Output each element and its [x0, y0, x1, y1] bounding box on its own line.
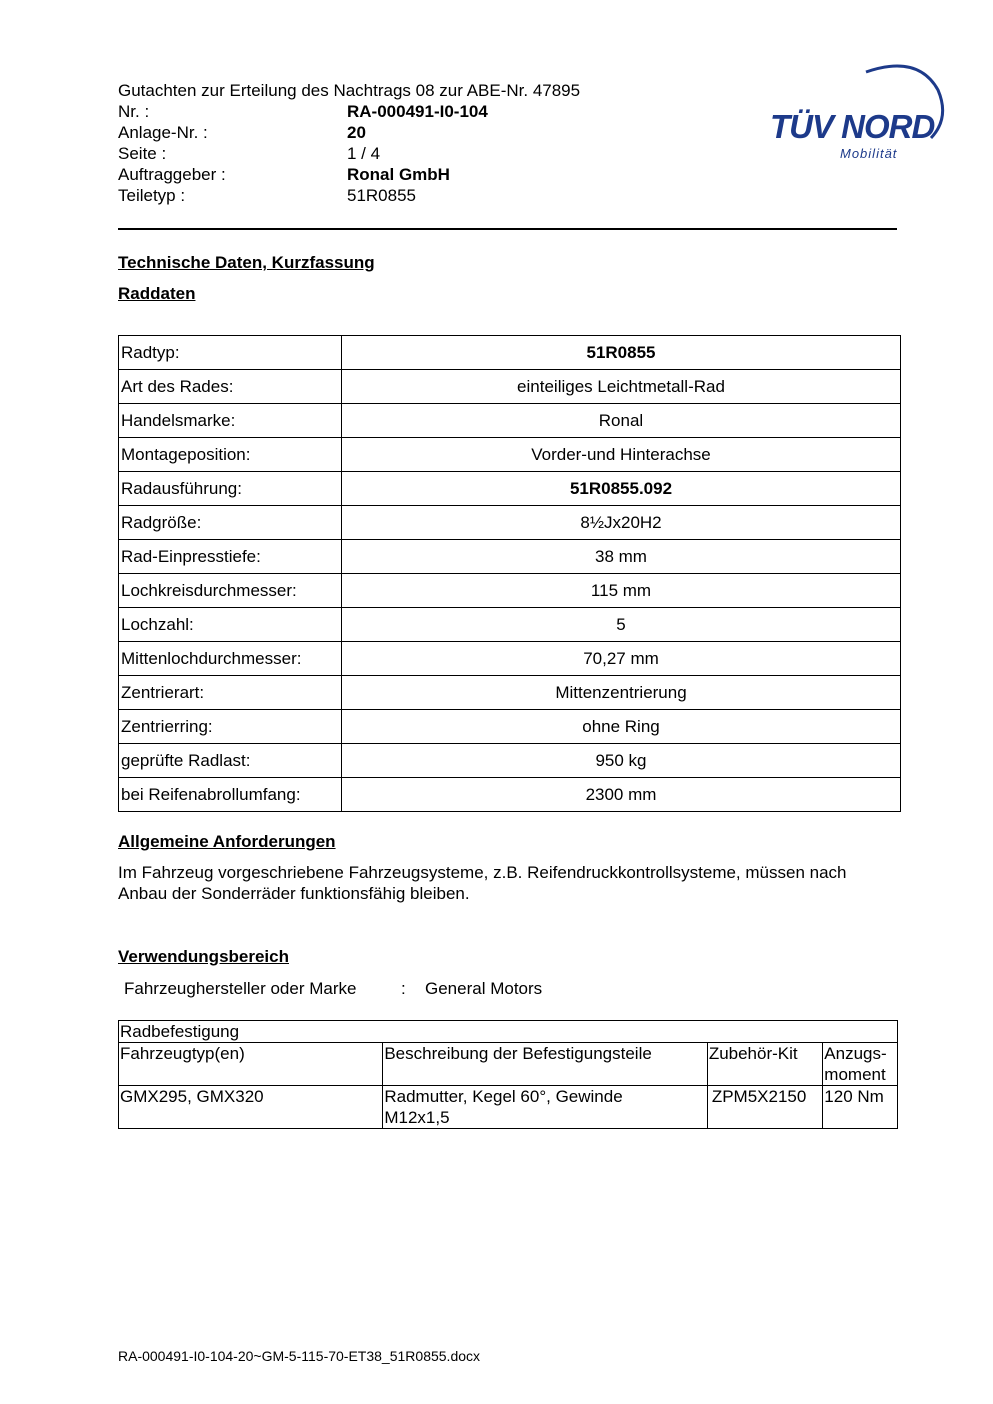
header-key: Seite :: [118, 144, 167, 163]
header-key: Anlage-Nr. :: [118, 123, 208, 142]
table-row: [119, 574, 901, 608]
row-value: 115 mm: [342, 574, 901, 608]
row-key: bei Reifenabrollumfang:: [119, 778, 342, 812]
column-header: Beschreibung der Befestigungsteile: [383, 1043, 707, 1086]
row-key: Art des Rades:: [119, 370, 342, 404]
wheel-data-table: [118, 335, 901, 812]
logo-subtitle: Mobilität: [840, 146, 898, 161]
torque-cell: 120 Nm: [823, 1086, 898, 1129]
row-value: einteiliges Leichtmetall-Rad: [342, 370, 901, 404]
header-key: Auftraggeber :: [118, 165, 226, 184]
fastening-description-cell: Radmutter, Kegel 60°, Gewinde M12x1,5: [383, 1086, 707, 1129]
header-key: Teiletyp :: [118, 186, 186, 205]
row-key: Lochkreisdurchmesser:: [119, 574, 342, 608]
table-row: [119, 710, 901, 744]
header-value: Ronal GmbH: [347, 165, 450, 184]
header-value: RA-000491-I0-104: [347, 102, 488, 121]
manufacturer-separator: :: [401, 979, 406, 998]
table-caption-row: [119, 1021, 898, 1043]
tech-data-heading: Technische Daten, Kurzfassung: [118, 253, 375, 272]
row-key: Lochzahl:: [119, 608, 342, 642]
row-key: Radtyp:: [119, 336, 342, 370]
manufacturer-line: [124, 978, 543, 999]
table-row: [119, 370, 901, 404]
tuv-nord-logo: [768, 60, 948, 170]
table-row: [119, 744, 901, 778]
column-header: Fahrzeugtyp(en): [119, 1043, 383, 1086]
table-row: [119, 336, 901, 370]
row-key: Zentrierring:: [119, 710, 342, 744]
usage-heading: Verwendungsbereich: [118, 947, 289, 966]
column-header: Zubehör-Kit: [707, 1043, 822, 1086]
header-key: Nr. :: [118, 102, 150, 121]
header-value: 1 / 4: [347, 144, 381, 163]
header-value: 51R0855: [347, 186, 417, 205]
row-value: 2300 mm: [342, 778, 901, 812]
logo-wordmark: TÜV NORD: [770, 108, 935, 145]
footer-filename: RA-000491-I0-104-20~GM-5-115-70-ET38_51R0855.docx: [118, 1348, 481, 1364]
fastening-table: [118, 1020, 898, 1129]
row-value: 51R0855.092: [342, 472, 901, 506]
header-value: 20: [347, 123, 366, 142]
table-row: [119, 438, 901, 472]
row-key: Mittenlochdurchmesser:: [119, 642, 342, 676]
requirements-heading: Allgemeine Anforderungen: [118, 832, 336, 851]
vehicle-types-cell: GMX295, GMX320: [119, 1086, 383, 1129]
table-row: [119, 1086, 898, 1129]
manufacturer-label: Fahrzeughersteller oder Marke: [124, 979, 357, 998]
table-row: [119, 506, 901, 540]
row-key: Rad-Einpresstiefe:: [119, 540, 342, 574]
table-row: [119, 472, 901, 506]
table-row: [119, 540, 901, 574]
table-row: [119, 608, 901, 642]
table-row: [119, 676, 901, 710]
report-title: Gutachten zur Erteilung des Nachtrags 08 zur ABE-Nr. 47895: [118, 81, 581, 100]
row-key: Radausführung:: [119, 472, 342, 506]
accessory-kit-cell: ZPM5X2150: [707, 1086, 822, 1129]
row-value: 5: [342, 608, 901, 642]
table-row: [119, 404, 901, 438]
row-key: Zentrierart:: [119, 676, 342, 710]
requirements-text: Im Fahrzeug vorgeschriebene Fahrzeugsysteme, z.B. Reifendruckkontrollsysteme, müssen nach Anbau der Sonderräder funktionsfähig bleiben.: [118, 863, 847, 903]
wheel-data-heading: Raddaten: [118, 284, 196, 303]
header-divider: [118, 228, 897, 230]
table-row: [119, 778, 901, 812]
row-key: Montageposition:: [119, 438, 342, 472]
row-value: ohne Ring: [342, 710, 901, 744]
table-header-row: [119, 1043, 898, 1086]
row-value: 70,27 mm: [342, 642, 901, 676]
row-value: 51R0855: [342, 336, 901, 370]
column-header: Anzugs- moment: [823, 1043, 898, 1086]
row-value: 38 mm: [342, 540, 901, 574]
row-value: Mittenzentrierung: [342, 676, 901, 710]
row-value: Vorder-und Hinterachse: [342, 438, 901, 472]
row-key: Handelsmarke:: [119, 404, 342, 438]
row-key: Radgröße:: [119, 506, 342, 540]
row-value: 8½Jx20H2: [342, 506, 901, 540]
row-value: Ronal: [342, 404, 901, 438]
row-key: geprüfte Radlast:: [119, 744, 342, 778]
manufacturer-value: General Motors: [425, 979, 543, 998]
row-value: 950 kg: [342, 744, 901, 778]
table-row: [119, 642, 901, 676]
table-caption: Radbefestigung: [119, 1021, 898, 1043]
